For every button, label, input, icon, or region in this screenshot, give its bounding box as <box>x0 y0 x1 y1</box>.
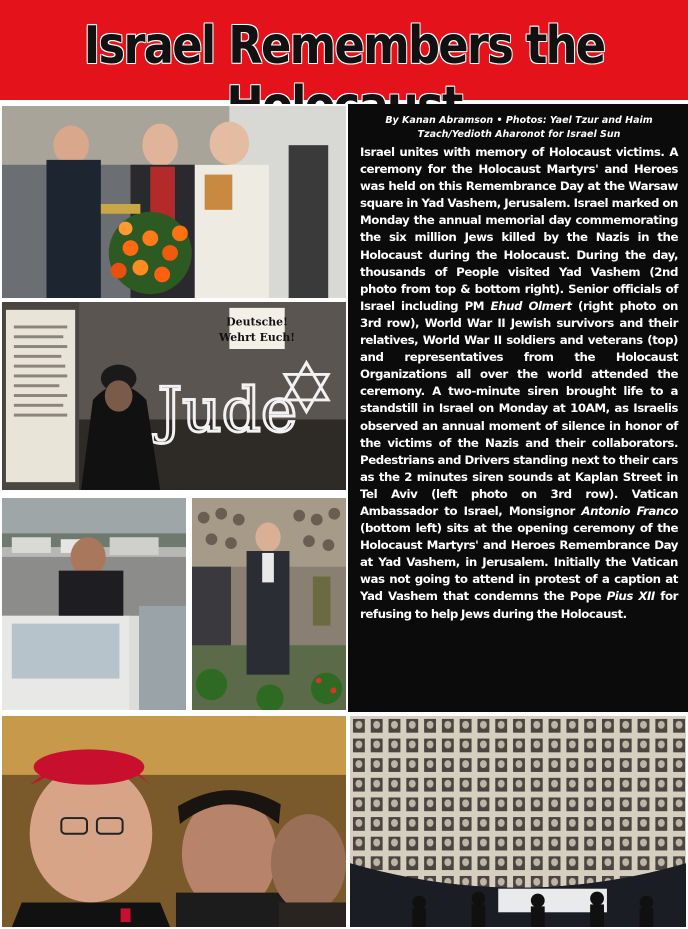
article-body <box>360 144 678 623</box>
page-title: Israel Remembers the <box>83 16 605 76</box>
photo-pm-ceremony <box>190 496 348 712</box>
article-name-franco: Antonio Franco <box>581 503 678 518</box>
photo-hall-of-names <box>348 714 688 929</box>
byline: By Kanan Abramson • Photos: Yael Tzur and Haim Tzach/Yedioth Aharonot for Israel Sun <box>385 115 653 140</box>
article-text-4: for refusing to help Jews during the Holocaust. <box>360 589 679 621</box>
sign-text-2: Wehrt Euch! <box>218 331 296 345</box>
photo-museum-exhibit <box>0 300 348 492</box>
header-banner <box>0 0 688 104</box>
article-text-2: (right photo on 3rd row), World War II Jewish survivors and their relatives, World War II soldiers and veterans (top) and representatives from the Holocaust Organizations all over the world attended the ceremony. A two-minute siren brought life to a standstill in Israel on Monday at 10AM, as Israelis observed an annual moment of silence in honor of the victims of the Nazis and their collaborators. Pedestrians and Drivers standing next to their cars as the 2 minutes siren sounds at Kaplan Street in Tel Aviv (left photo on 3rd row). Vatican Ambassador to Israel, Monsignor <box>360 298 679 518</box>
article-name-olmert: Ehud Olmert <box>490 298 572 313</box>
article-panel <box>348 104 688 712</box>
article-text-1: Israel unites with memory of Holocaust victims. A ceremony for the Holocaust Martyrs' and Heroes was held on this Remembrance Day at the Warsaw square in Yad Vashem, Jerusalem. Israel marked on Monday the annual memorial day commemorating the six million Jews killed by the Nazis in the Holocaust during the Holocaust. During the day, thousands of People visited Yad Vashem (2nd photo from top & bottom right). Senior officials of Israel including PM <box>360 145 678 313</box>
photo-street-siren <box>0 496 188 712</box>
sign-text-1: Deutsche! <box>226 315 288 329</box>
photo-veterans-wreath <box>0 104 348 300</box>
exhibit-word: Jude <box>157 375 298 447</box>
article-name-pius: Pius XII <box>606 589 655 604</box>
article-text-3: (bottom left) sits at the opening ceremony of the Holocaust Martyrs' and Heroes Remembrance Day at Yad Vashem, in Jerusalem. Initially the Vatican was not going to attend in protest of a caption at Yad Vashem that condemns the Pope <box>360 521 678 604</box>
photo-vatican-ambassador <box>0 714 348 929</box>
